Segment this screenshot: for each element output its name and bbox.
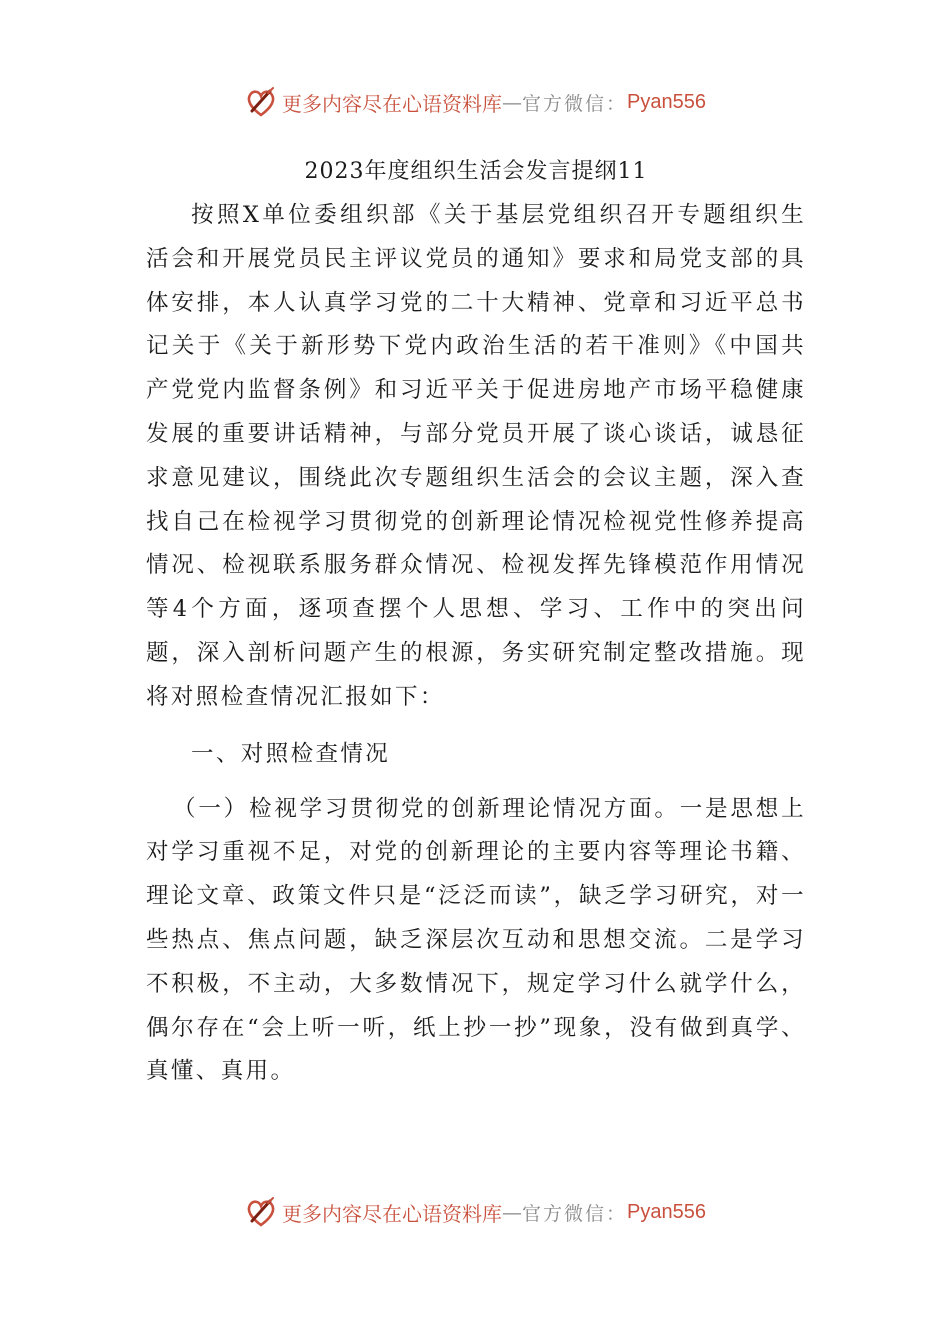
footer-watermark — [0, 1192, 950, 1232]
watermark-site-text: 更多内容尽在心语资料库 — [282, 1201, 502, 1226]
watermark-site-text: 更多内容尽在心语资料库 — [282, 91, 502, 116]
watermark-dash: — — [502, 90, 522, 114]
header-watermark — [0, 82, 950, 122]
brush-heart-logo-icon — [244, 1195, 278, 1229]
watermark-wechat-id: Pyan556 — [627, 90, 706, 113]
watermark-official-label: 官方微信： — [522, 92, 628, 115]
intro-paragraph: 按照X单位委组织部《关于基层党组织召开专题组织生活会和开展党员民主评议党员的通知》要求和局党支部的具体安排，本人认真学习党的二十大精神、党章和习近平总书记关于《关于新形势下党内政治生活的若干准则》《中国共产党党内监督条例》和习近平关于促进房地产市场平稳健康发展的重要讲话精神，与部分党员开展了谈心谈话，诚恳征求意见建议，围绕此次专题组织生活会的会议主题，深入查找自己在检视学习贯彻党的创新理论情况检视党性修养提高情况、检视联系服务群众情况、检视发挥先锋模范作用情况等4个方面，逐项查摆个人思想、学习、工作中的突出问题，深入剖析问题产生的根源，务实研究制定整改措施。现将对照检查情况汇报如下： — [146, 202, 806, 710]
document-title: 2023年度组织生活会发言提纲11 — [304, 159, 648, 184]
watermark-official-label: 官方微信： — [522, 1202, 628, 1225]
document-body — [146, 150, 806, 1094]
brush-heart-logo-icon — [244, 85, 278, 119]
section-paragraph: （一）检视学习贯彻党的创新理论情况方面。一是思想上对学习重视不足，对党的创新理论的主要内容等理论书籍、理论文章、政策文件只是“泛泛而读”，缺乏学习研究，对一些热点、焦点问题，缺乏深层次互动和思想交流。二是学习不积极，不主动，大多数情况下，规定学习什么就学什么，偶尔存在“会上听一听，纸上抄一抄”现象，没有做到真学、真懂、真用。 — [146, 795, 806, 1085]
watermark-dash: — — [502, 1200, 522, 1224]
watermark-wechat-id: Pyan556 — [627, 1200, 706, 1223]
section-heading: 一、对照检查情况 — [191, 740, 391, 767]
